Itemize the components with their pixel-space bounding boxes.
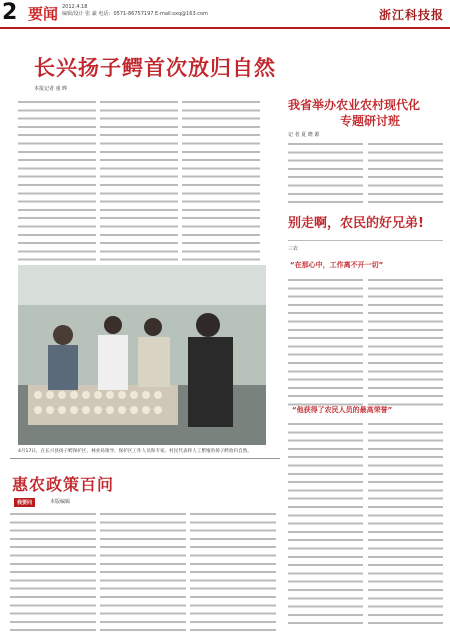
lead-photo xyxy=(18,265,266,445)
right-col-1 xyxy=(288,140,363,205)
right-article-title-1: 我省举办农业农村现代化 xyxy=(288,98,421,112)
right-col-5 xyxy=(288,420,363,630)
lead-column-2 xyxy=(100,98,178,263)
photo-illustration xyxy=(18,265,266,445)
section-name: 要闻 xyxy=(28,5,59,23)
right-quote-1: “在那心中，工作离不开一切” xyxy=(290,261,384,269)
photo-caption: 4月17日，在长兴县扬子鳄保护区，林业局领导、保护区工作人员和专家、村民代表将人工繁殖的扬子鳄放归自然。 xyxy=(18,449,252,454)
bottom-divider xyxy=(10,458,280,459)
right-subtitle: 别走啊，农民的好兄弟! xyxy=(288,216,424,231)
question-tag: 我要问 xyxy=(14,498,35,507)
kicker-tag: 三农 xyxy=(288,246,299,252)
right-col-2 xyxy=(368,140,443,205)
bottom-col-2 xyxy=(100,510,186,635)
right-col-6 xyxy=(368,420,443,630)
bottom-title: 惠农政策百问 xyxy=(12,475,115,494)
right-quote-2: “他获得了农民人员的最高荣誉” xyxy=(292,406,393,414)
masthead-logo: 浙江科技报 xyxy=(378,8,444,22)
right-divider xyxy=(288,240,443,241)
page-header xyxy=(0,0,450,28)
right-col-4 xyxy=(368,276,443,406)
editor-line: 编辑/设计 张 豪 电话：0571-86757197 E-mail:sxq@163.com xyxy=(62,11,208,17)
lead-byline: 本报记者 童 晔 xyxy=(34,86,68,92)
bottom-source: 本版编辑 xyxy=(50,499,71,505)
bottom-col-3 xyxy=(190,510,276,635)
right-article-byline: 记 者 夏 晓 源 xyxy=(288,132,320,138)
right-article-title-2: 专题研讨班 xyxy=(340,114,401,128)
lead-column-1 xyxy=(18,98,96,263)
bottom-col-1 xyxy=(10,510,96,635)
page-number: 2 xyxy=(2,0,18,25)
lead-column-3 xyxy=(182,98,260,263)
right-col-3 xyxy=(288,276,363,406)
header-divider xyxy=(0,27,450,29)
lead-headline: 长兴扬子鳄首次放归自然 xyxy=(34,56,276,80)
date-line: 2012.4.18 xyxy=(62,4,88,10)
